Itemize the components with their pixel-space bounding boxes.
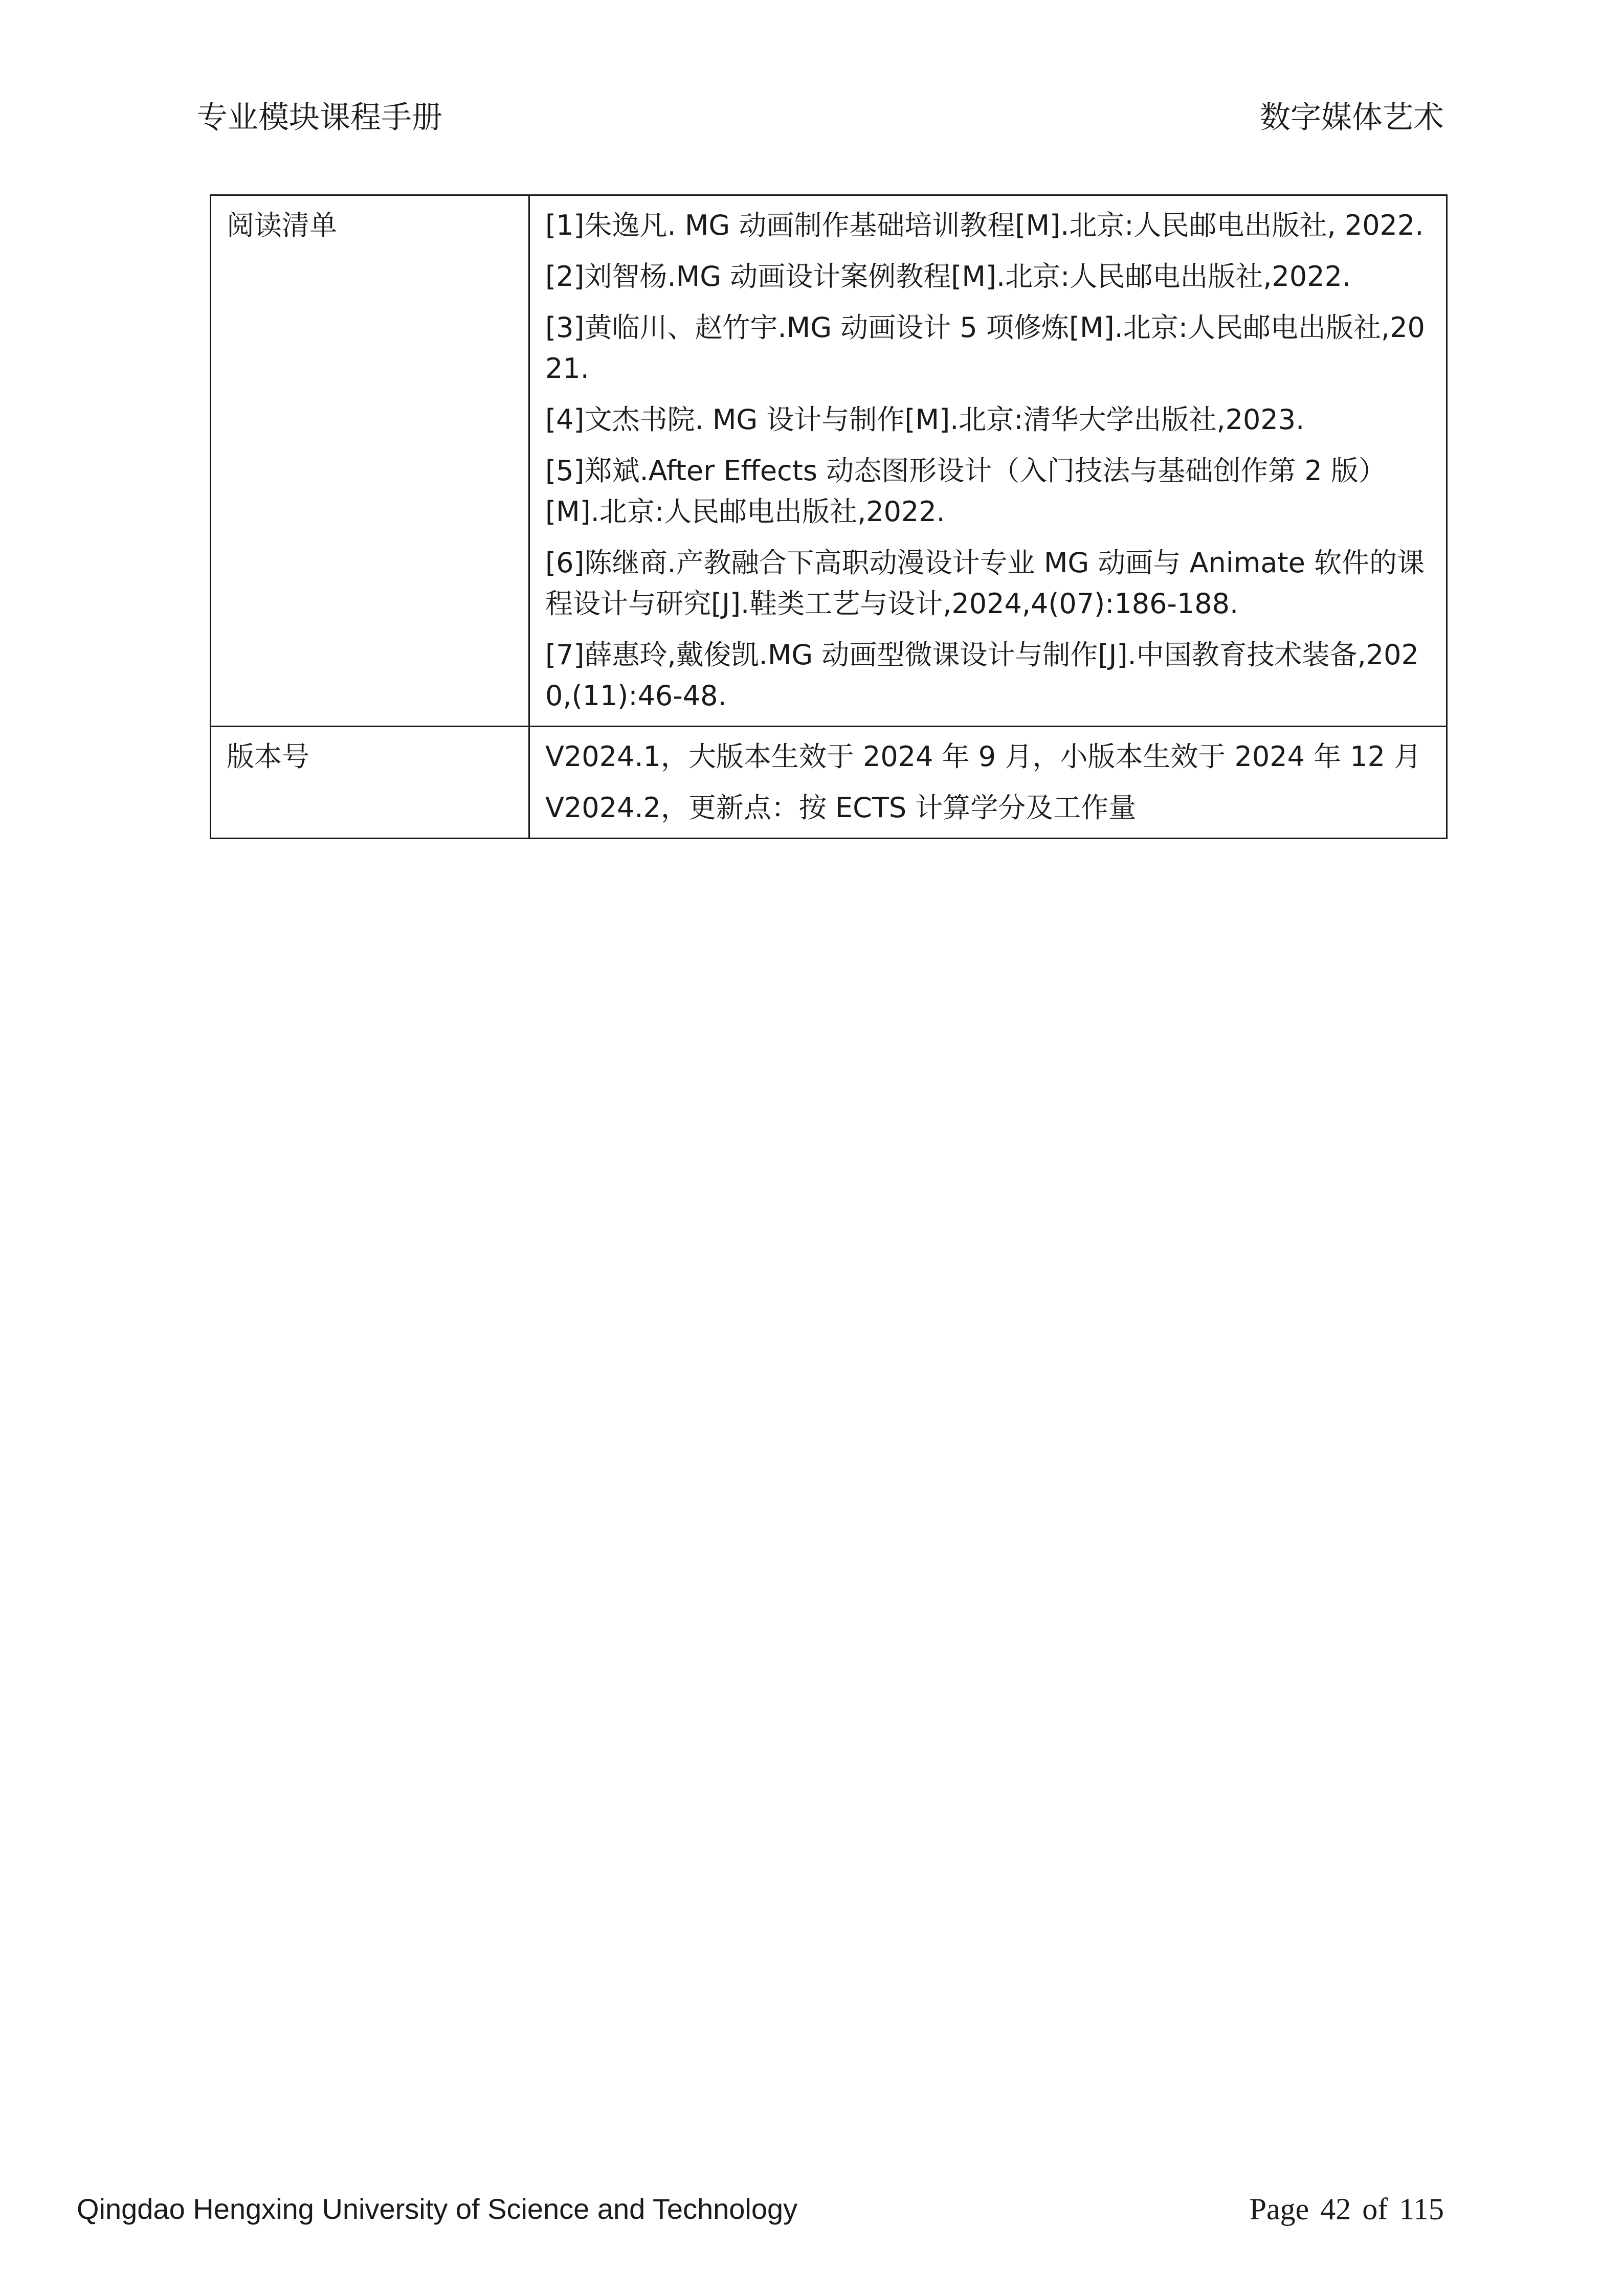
footer-page-indicator	[1250, 2189, 1444, 2230]
reference-item-4: [4]文杰书院. MG 设计与制作[M].北京:清华大学出版社,2023.	[545, 403, 1305, 436]
footer-page-word: Page	[1249, 2192, 1309, 2226]
reading-list-label: 阅读清单	[211, 195, 529, 727]
reference-item-1: [1]朱逸凡. MG 动画制作基础培训教程[M].北京:人民邮电出版社, 2022.	[545, 209, 1424, 241]
header-major-name: 数字媒体艺术	[1260, 100, 1444, 136]
reference-item-5: [5]郑斌.After Effects 动态图形设计（入门技法与基础创作第 2 版）[M].北京:人民邮电出版社,2022.	[545, 455, 1386, 528]
version-content	[529, 727, 1447, 839]
table-row-reading-list	[211, 195, 1447, 727]
footer-page-total: 115	[1399, 2192, 1444, 2226]
header-manual-title: 专业模块课程手册	[197, 100, 442, 136]
table-row-version	[211, 727, 1447, 839]
footer-page-number: 42	[1320, 2192, 1351, 2226]
reference-item-7: [7]薛惠玲,戴俊凯.MG 动画型微课设计与制作[J].中国教育技术装备,2020,(11):46-48.	[545, 639, 1419, 712]
version-line-1: V2024.1，大版本生效于 2024 年 9 月，小版本生效于 2024 年 12 月	[545, 740, 1422, 773]
version-line-2: V2024.2，更新点：按 ECTS 计算学分及工作量	[545, 792, 1137, 824]
reading-list-content	[529, 195, 1447, 727]
footer-institution: Qingdao Hengxing University of Science and Technology	[77, 2193, 798, 2225]
version-label: 版本号	[211, 727, 529, 839]
reference-item-3: [3]黄临川、赵竹宇.MG 动画设计 5 项修炼[M].北京:人民邮电出版社,2021.	[545, 311, 1425, 385]
reference-item-6: [6]陈继商.产教融合下高职动漫设计专业 MG 动画与 Animate 软件的课程设计与研究[J].鞋类工艺与设计,2024,4(07):186-188.	[545, 547, 1425, 620]
reference-item-2: [2]刘智杨.MG 动画设计案例教程[M].北京:人民邮电出版社,2022.	[545, 260, 1351, 292]
course-info-table	[210, 194, 1448, 839]
footer-of-word: of	[1362, 2192, 1388, 2226]
